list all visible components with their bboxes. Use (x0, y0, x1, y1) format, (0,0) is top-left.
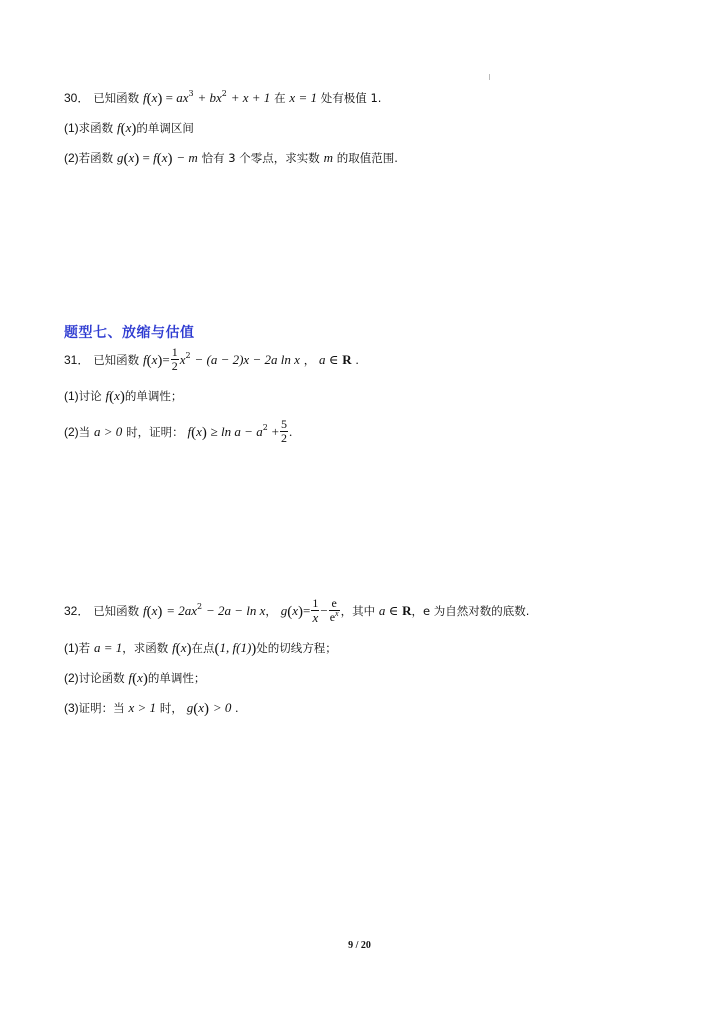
q32-stem: 32． 已知函数 $f(x) = 2ax^2 - 2a - \ln x$， g(x)= $\frac{1}{x}$ − $\frac{e}{e^x}$ ，其中 a ∈ R，e 为自然对数的底数. (64, 595, 530, 625)
question-number: 30． (64, 91, 90, 105)
q32-part3: (3)证明：当 x > 1 时， g(x) > 0 . (64, 700, 239, 717)
q32-part2: (2)讨论函数 f(x)的单调性； (64, 670, 206, 687)
q31-stem: 31． 已知函数 f(x)= $\frac{1}{2}$ $x^2 - (a - 2)x - 2a$ ln x ， a ∈ R . (64, 345, 359, 373)
page-number: 9 / 20 (348, 940, 371, 951)
q31-part2: (2)当 a > 0 时，证明： $f(x) \ge \ln a - a^2$ + $\frac{5}{2}$ . (64, 417, 293, 445)
q30-part1: (1)求函数 f(x)的单调区间 (64, 120, 194, 137)
fraction: $\frac{1}{2}$ (171, 345, 178, 373)
q32-part1: (1)若 a = 1，求函数 f(x)在点(1, f(1))处的切线方程； (64, 640, 337, 657)
scan-mark (489, 74, 490, 80)
question-number: 31． (64, 353, 90, 367)
q31-part1: (1)讨论 f(x)的单调性； (64, 388, 183, 405)
q30-stem: 30． 已知函数 $f(x) = ax^3 + bx^2 + x + 1$ 在 x = 1 处有极值 1. (64, 89, 382, 107)
question-number: 32． (64, 604, 90, 618)
fraction: $\frac{5}{2}$ (280, 417, 287, 445)
q30-part2: (2)若函数 g(x) = f(x) − m 恰有 3 个零点，求实数 m 的取值范围. (64, 150, 398, 167)
fraction: $\frac{1}{x}$ (312, 595, 319, 625)
fraction: $\frac{e}{e^x}$ (329, 596, 339, 624)
section-title: 题型七、放缩与估值 (64, 325, 195, 341)
